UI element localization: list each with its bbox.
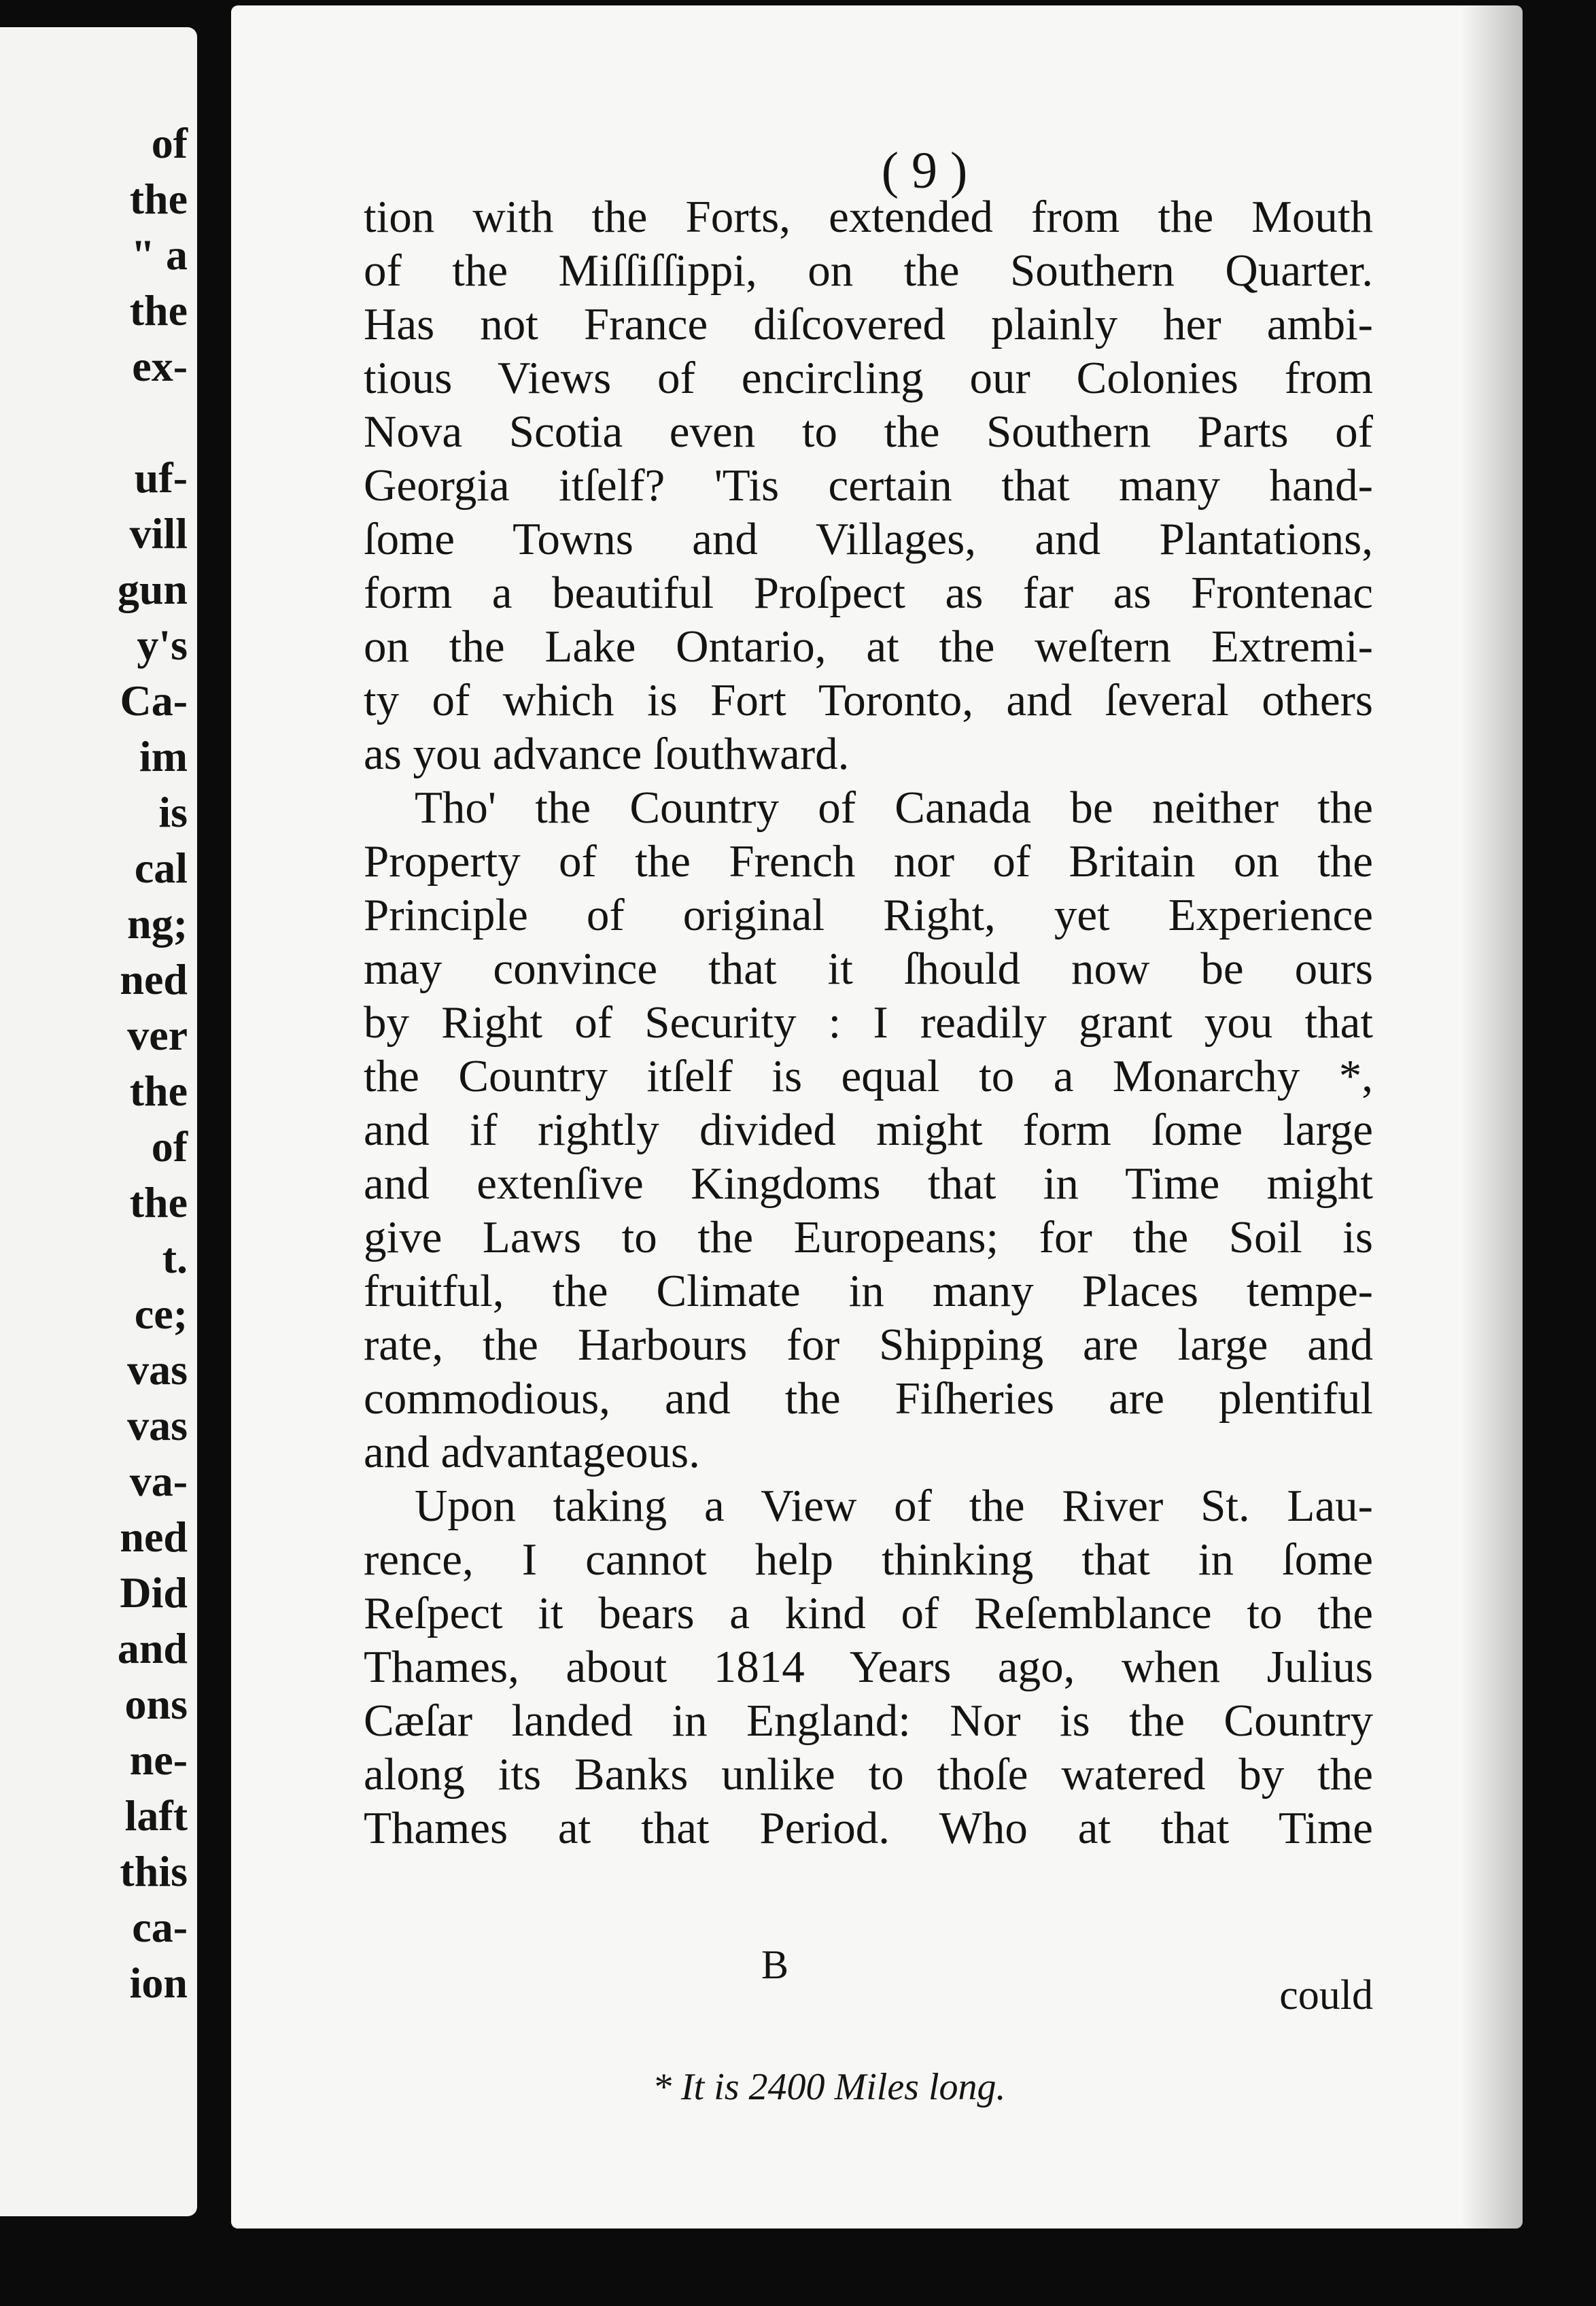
left-fragment-line: ons (124, 1680, 188, 1728)
text-line: Thames, about 1814 Years ago, when Julius (364, 1642, 1373, 1692)
left-fragment-line: ce; (134, 1290, 188, 1338)
text-line: Reſpect it bears a kind of Reſemblance to the (364, 1588, 1373, 1638)
left-page-text (118, 116, 188, 2011)
text-line: give Laws to the Europeans; for the Soil is (364, 1212, 1373, 1262)
text-line: Has not France diſcovered plainly her ambi- (364, 299, 1373, 349)
text-line: and advantageous. (364, 1427, 700, 1477)
text-line: rence, I cannot help thinking that in ſome (364, 1534, 1373, 1585)
left-fragment-line: is (158, 788, 188, 836)
text-line: rate, the Harbours for Shipping are large and (364, 1320, 1373, 1370)
left-fragment-line: the (129, 1178, 188, 1226)
text-line: Tho' the Country of Canada be neither the (415, 782, 1373, 833)
left-fragment-line: vill (129, 509, 188, 557)
left-fragment-line: ned (120, 1513, 188, 1561)
left-fragment-line: cal (134, 844, 188, 892)
text-line: and extenſive Kingdoms that in Time might (364, 1158, 1373, 1209)
left-fragment-line: ex- (132, 342, 188, 390)
text-line: form a beautiful Proſpect as far as Frontenac (364, 568, 1373, 618)
paragraph (364, 1479, 1373, 1855)
text-line: Thames at that Period. Who at that Time (364, 1803, 1373, 1853)
text-line: Nova Scotia even to the Southern Parts of (364, 407, 1373, 457)
left-fragment-line: vas (127, 1401, 188, 1449)
left-fragment-line: the (129, 175, 188, 223)
left-fragment-line: ne- (129, 1736, 188, 1784)
left-fragment-line: Did (120, 1568, 188, 1617)
left-fragment-line: im (139, 732, 188, 780)
left-fragment-line: ned (120, 955, 188, 1003)
text-line: Property of the French nor of Britain on the (364, 836, 1373, 887)
left-fragment-line: Ca- (120, 676, 188, 725)
left-fragment-line: uf- (134, 453, 188, 502)
text-line: and if rightly divided might form ſome large (364, 1105, 1373, 1155)
left-fragment-line: vas (127, 1345, 188, 1394)
text-line: tious Views of encircling our Colonies from (364, 353, 1373, 403)
text-line: on the Lake Ontario, at the weſtern Extremi- (364, 621, 1373, 672)
text-line: Georgia itſelf? 'Tis certain that many hand- (364, 460, 1373, 511)
text-line: tion with the Forts, extended from the Mouth (364, 192, 1373, 242)
page-edge-shadow (1461, 5, 1523, 2228)
left-fragment-line: va- (129, 1457, 188, 1505)
catchword: could (1279, 1972, 1373, 2018)
text-line: commodious, and the Fiſheries are plentiful (364, 1373, 1373, 1424)
body-text (364, 190, 1373, 1855)
left-fragment-line: gun (117, 565, 188, 613)
left-fragment-line: y's (137, 621, 188, 669)
paragraph (364, 781, 1373, 1479)
left-fragment-line: " a (131, 230, 188, 279)
left-fragment-line: ver (127, 1011, 188, 1059)
text-line: Cæſar landed in England: Nor is the Country (364, 1696, 1373, 1746)
text-line: Principle of original Right, yet Experience (364, 890, 1373, 940)
left-fragment-line: the (129, 286, 188, 334)
left-fragment-line: this (120, 1847, 188, 1895)
left-fragment-line: ca- (132, 1903, 188, 1951)
paragraph (364, 190, 1373, 781)
left-fragment-line: the (129, 1067, 188, 1115)
text-line: of the Miſſiſſippi, on the Southern Quarter. (364, 245, 1373, 296)
text-line: as you advance ſouthward. (364, 729, 850, 779)
left-fragment-line (118, 394, 188, 450)
text-line: may convince that it ſhould now be ours (364, 944, 1373, 994)
footnote: * It is 2400 Miles long. (653, 2066, 1006, 2108)
left-fragment-line: t. (162, 1234, 188, 1282)
left-fragment-line: ng; (127, 899, 188, 948)
text-line: Upon taking a View of the River St. Lau- (415, 1481, 1373, 1531)
text-line: the Country itſelf is equal to a Monarchy *, (364, 1051, 1373, 1101)
text-line: fruitful, the Climate in many Places tempe- (364, 1266, 1373, 1316)
left-fragment-line: ion (129, 1959, 188, 2007)
left-fragment-line: of (151, 119, 188, 167)
book-page (231, 5, 1523, 2228)
text-line: ty of which is Fort Toronto, and ſeveral others (364, 675, 1373, 725)
left-fragment-line: and (117, 1624, 188, 1672)
signature-mark: B (761, 1942, 789, 1987)
text-line: along its Banks unlike to thoſe watered by the (364, 1749, 1373, 1800)
page-number: ( 9 ) (881, 142, 968, 199)
left-page-fragment (0, 27, 197, 2216)
left-fragment-line: laft (124, 1791, 188, 1840)
left-fragment-line: of (151, 1122, 188, 1171)
text-line: ſome Towns and Villages, and Plantations, (364, 514, 1373, 564)
text-line: by Right of Security : I readily grant you that (364, 997, 1373, 1048)
